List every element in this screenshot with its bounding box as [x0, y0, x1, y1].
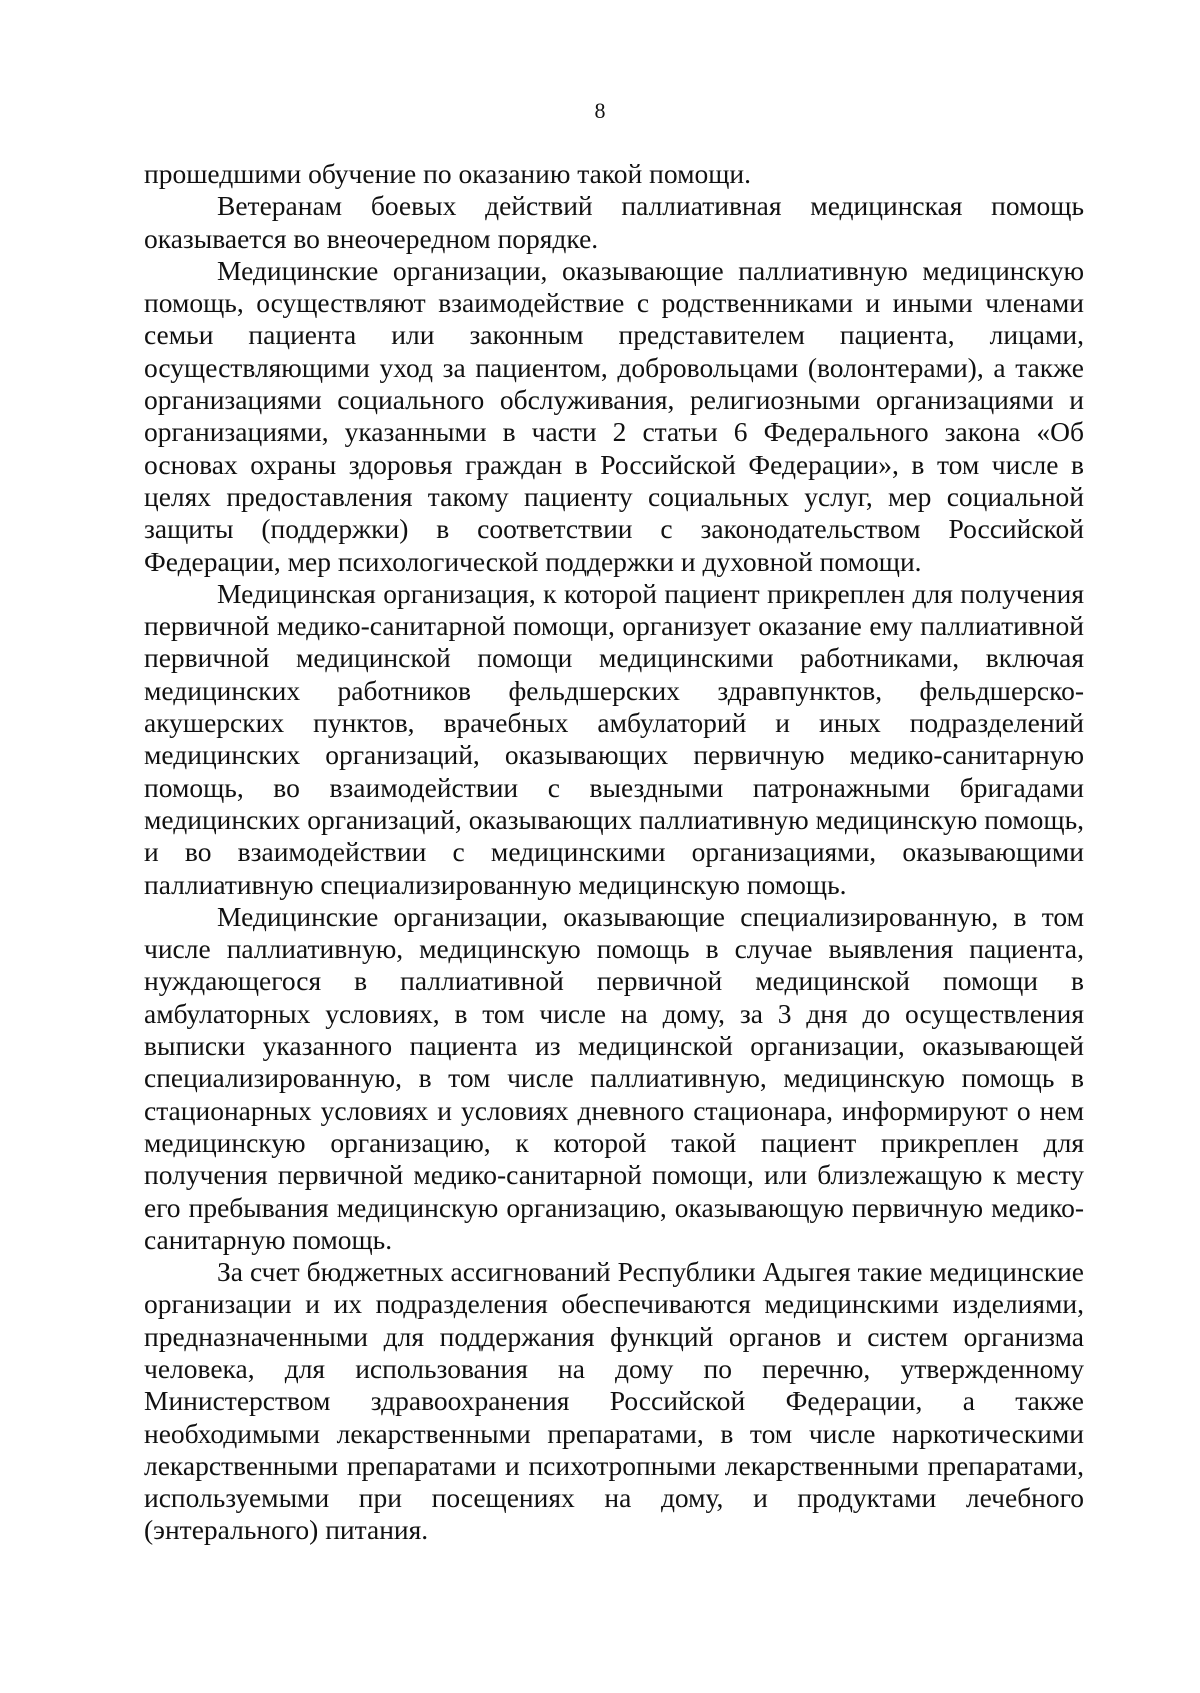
- paragraph-primary-palliative-care: Медицинская организация, к которой пациент прикреплен для получения первичной медико-санитарной помощи, организует оказание ему паллиативной первичной медицинской помощи медицинскими работниками, включая медицинских работников фельдшерских здравпунктов, фельдшерско-акушерских пунктов, врачебных амбулаторий и иных подразделений медицинских организаций, оказывающих первичную медико-санитарную помощь, во взаимодействии с выездными патронажными бригадами медицинских организаций, оказывающих паллиативную медицинскую помощь, и во взаимодействии с медицинскими организациями, оказывающими паллиативную специализированную медицинскую помощь.: [144, 577, 1084, 900]
- paragraph-discharge-notification: Медицинские организации, оказывающие специализированную, в том числе паллиативную, медицинскую помощь в случае выявления пациента, нуждающегося в паллиативной первичной медицинской помощи в амбулаторных условиях, в том числе на дому, за 3 дня до осуществления выписки указанного пациента из медицинской организации, оказывающей специализированную, в том числе паллиативную, медицинскую помощь в стационарных условиях и условиях дневного стационара, информируют о нем медицинскую организацию, к которой такой пациент прикреплен для получения первичной медико-санитарной помощи, или близлежащую к месту его пребывания медицинскую организацию, оказывающую первичную медико-санитарную помощь.: [144, 900, 1084, 1255]
- paragraph-budget-provision: За счет бюджетных ассигнований Республики Адыгея такие медицинские организации и их подразделения обеспечиваются медицинскими изделиями, предназначенными для поддержания функций органов и систем организма человека, для использования на дому по перечню, утвержденному Министерством здравоохранения Российской Федерации, а также необходимыми лекарственными препаратами, в том числе наркотическими лекарственными препаратами и психотропными лекарственными препаратами, используемыми при посещениях на дому, и продуктами лечебного (энтерального) питания.: [144, 1256, 1084, 1546]
- paragraph-continuation: прошедшими обучение по оказанию такой помощи.: [144, 158, 752, 189]
- paragraph-veterans: Ветеранам боевых действий паллиативная медицинская помощь оказывается во внеочередном порядке.: [144, 190, 1084, 254]
- page-number: 8: [594, 98, 606, 123]
- paragraph-interaction-with-relatives: Медицинские организации, оказывающие паллиативную медицинскую помощь, осуществляют взаимодействие с родственниками и иными членами семьи пациента или законным представителем пациента, лицами, осуществляющими уход за пациентом, добровольцами (волонтерами), а также организациями социального обслуживания, религиозными организациями и организациями, указанными в части 2 статьи 6 Федерального закона «Об основах охраны здоровья граждан в Российской Федерации», в том числе в целях предоставления такому пациенту социальных услуг, мер социальной защиты (поддержки) в соответствии с законодательством Российской Федерации, мер психологической поддержки и духовной помощи.: [144, 254, 1084, 577]
- document-body: [144, 158, 1084, 1547]
